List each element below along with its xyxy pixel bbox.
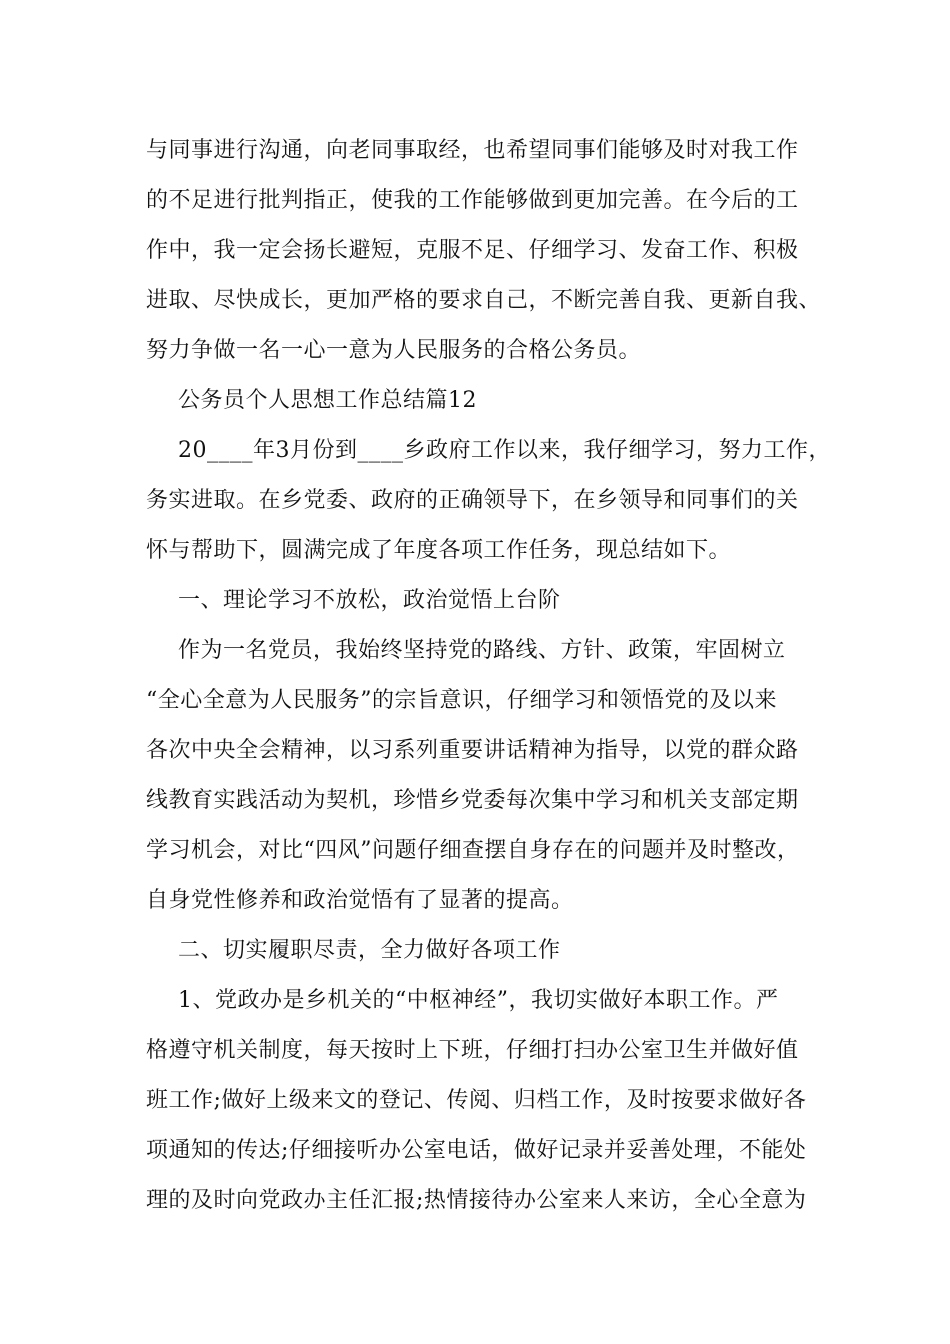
text-line-12: “全心全意为人民服务”的宗旨意识，仔细学习和领悟党的及以来 xyxy=(146,688,777,713)
subheading-two: 二、切实履职尽责，全力做好各项工作 xyxy=(178,938,561,963)
text-line-3: 作中，我一定会扬长避短，克服不足、仔细学习、发奋工作、积极 xyxy=(146,238,799,263)
text-line-19: 格遵守机关制度，每天按时上下班，仔细打扫办公室卫生并做好值 xyxy=(146,1038,799,1063)
text-line-14: 线教育实践活动为契机，珍惜乡党委每次集中学习和机关支部定期 xyxy=(146,788,799,813)
text-line-4: 进取、尽快成长，更加严格的要求自己，不断完善自我、更新自我、 xyxy=(146,288,822,313)
text-line-16: 自身党性修养和政治觉悟有了显著的提高。 xyxy=(146,888,574,913)
subheading-one: 一、理论学习不放松，政治觉悟上台阶 xyxy=(178,588,561,613)
text-line-15: 学习机会，对比“四风”问题仔细查摆自身存在的问题并及时整改， xyxy=(146,838,800,863)
text-line-1: 与同事进行沟通，向老同事取经，也希望同事们能够及时对我工作 xyxy=(146,138,799,163)
text-line-20: 班工作;做好上级来文的登记、传阅、归档工作，及时按要求做好各 xyxy=(146,1088,807,1113)
text-line-13: 各次中央全会精神，以习系列重要讲话精神为指导，以党的群众路 xyxy=(146,738,799,763)
text-line-22: 理的及时向党政办主任汇报;热情接待办公室来人来访，全心全意为 xyxy=(146,1188,807,1213)
text-line-8: 务实进取。在乡党委、政府的正确领导下，在乡领导和同事们的关 xyxy=(146,488,799,513)
text-line-5: 努力争做一名一心一意为人民服务的合格公务员。 xyxy=(146,338,642,363)
section-heading-12: 公务员个人思想工作总结篇12 xyxy=(178,388,477,413)
text-line-11: 作为一名党员，我始终坚持党的路线、方针、政策，牢固树立 xyxy=(178,638,786,663)
text-line-18: 1、党政办是乡机关的“中枢神经”，我切实做好本职工作。严 xyxy=(178,988,779,1013)
text-line-21: 项通知的传达;仔细接听办公室电话，做好记录并妥善处理，不能处 xyxy=(146,1138,807,1163)
text-line-9: 怀与帮助下，圆满完成了年度各项工作任务，现总结如下。 xyxy=(146,538,732,563)
text-line-7: 20____年3月份到____乡政府工作以来，我仔细学习，努力工作， xyxy=(178,438,831,463)
text-line-2: 的不足进行批判指正，使我的工作能够做到更加完善。在今后的工 xyxy=(146,188,799,213)
